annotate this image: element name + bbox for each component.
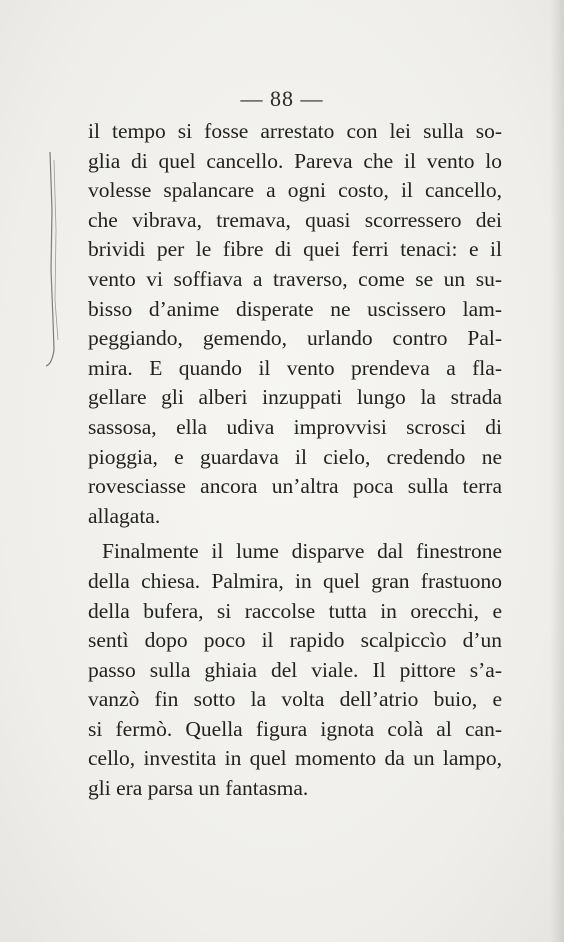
text-line: mira. E quando il vento prendeva a fla- bbox=[88, 355, 502, 380]
text-line: vento vi soffiava a traverso, come se un su- bbox=[88, 266, 502, 291]
text-line: rovesciasse ancora un’altra poca sulla terra bbox=[88, 474, 502, 499]
text-line: volesse spalancare a ogni costo, il cancello, bbox=[88, 178, 502, 203]
page-body bbox=[88, 117, 502, 804]
text-line: sassosa, ella udiva improvvisi scrosci di bbox=[88, 414, 502, 439]
text-line: della chiesa. Palmira, in quel gran frastuono bbox=[88, 568, 502, 593]
text-line: il tempo si fosse arrestato con lei sulla so- bbox=[88, 119, 502, 143]
text-line: della bufera, si raccolse tutta in orecchi, e bbox=[88, 598, 502, 623]
text-line: sentì dopo poco il rapido scalpiccìo d’un bbox=[88, 628, 502, 653]
text-line: bisso d’anime disperate ne uscissero lam- bbox=[88, 296, 502, 321]
page-edge-shadow bbox=[550, 0, 564, 942]
text-line: brividi per le fibre di quei ferri tenaci: e il bbox=[88, 237, 502, 262]
text-line: Finalmente il lume disparve dal finestrone bbox=[102, 539, 502, 564]
pencil-margin-mark bbox=[40, 150, 66, 370]
text-line: peggiando, gemendo, urlando contro Pal- bbox=[88, 326, 502, 351]
text-line: vanzò fin sotto la volta dell’atrio buio, e bbox=[88, 687, 502, 712]
text-line: passo sulla ghiaia del viale. Il pittore s’a- bbox=[88, 657, 502, 682]
page-number: — 88 — bbox=[240, 86, 324, 111]
text-line: che vibrava, tremava, quasi scorressero dei bbox=[88, 207, 502, 232]
text-line: cello, investita in quel momento da un lampo, bbox=[88, 746, 502, 771]
text-line: allagata. bbox=[88, 503, 161, 528]
text-line: pioggia, e guardava il cielo, credendo ne bbox=[88, 444, 502, 469]
text-line: gli era parsa un fantasma. bbox=[88, 776, 309, 801]
text-line: si fermò. Quella figura ignota colà al can- bbox=[88, 716, 502, 741]
text-line: glia di quel cancello. Pareva che il vento lo bbox=[88, 148, 502, 173]
text-line: gellare gli alberi inzuppati lungo la strada bbox=[88, 385, 502, 410]
